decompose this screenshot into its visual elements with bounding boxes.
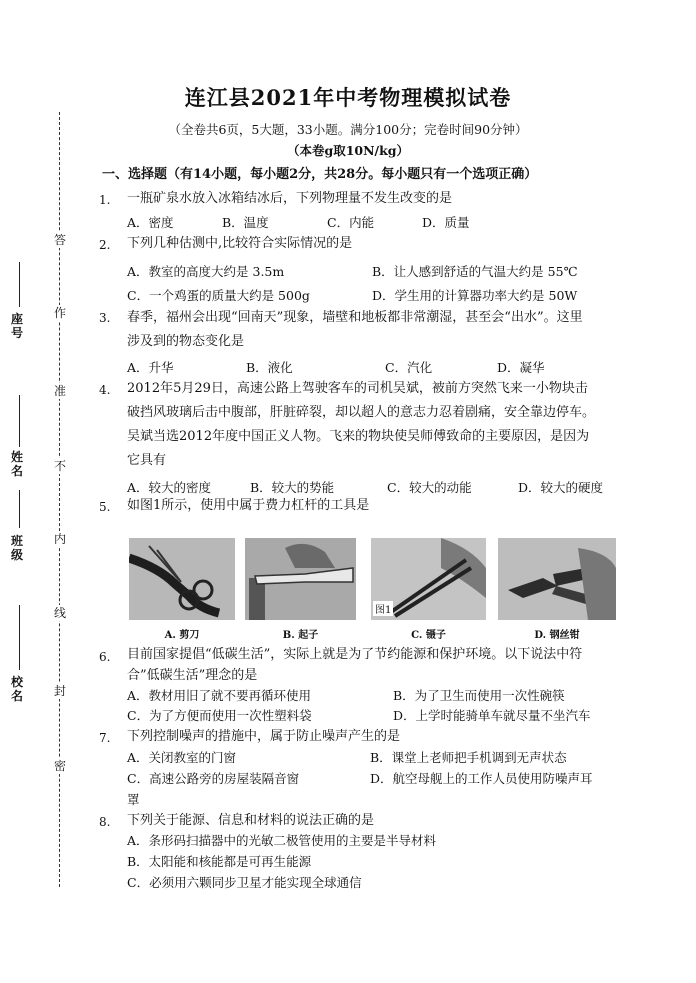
section-heading: 一、选择题（有14小题，每小题2分，共28分。每小题只有一个选项正确） [102, 167, 538, 182]
option-a: A．教室的高度大约是 3.5m [127, 264, 285, 279]
option-b: B．温度 [222, 215, 269, 230]
option-b: B．太阳能和核能都是可再生能源 [127, 854, 312, 869]
question-text: 春季，福州会出现“回南天”现象，墙壁和地板都非常潮湿，甚至会“出水”。这里 [127, 310, 583, 325]
seal-char: 线 [53, 606, 66, 620]
exam-title: 连江县2021年中考物理模拟试卷 [184, 85, 512, 110]
seal-char: 内 [53, 532, 66, 546]
option-a: A．升华 [127, 360, 174, 375]
scissors-illustration [129, 538, 235, 620]
question-text: 下列控制噪声的措施中，属于防止噪声产生的是 [127, 729, 401, 744]
option-d: D．较大的硬度 [518, 480, 604, 495]
question-number: 7. [99, 731, 111, 745]
photo-pliers [498, 538, 616, 620]
school-line[interactable] [19, 605, 20, 670]
class-label: 班级 [10, 534, 23, 562]
option-a: A．关闭教室的门窗 [127, 750, 237, 765]
option-c: C．内能 [327, 215, 375, 230]
option-b: B．液化 [246, 360, 293, 375]
option-d: D．凝华 [497, 360, 545, 375]
option-b: B．较大的势能 [250, 480, 335, 495]
question-number: 8. [99, 815, 111, 829]
option-d: D．航空母舰上的工作人员使用防噪声耳 [370, 771, 593, 786]
option-c: C．高速公路旁的房屋装隔音窗 [127, 771, 300, 786]
seat-number-label: 座号 [10, 312, 23, 340]
question-number: 4. [99, 383, 111, 397]
option-c: C．必须用六颗同步卫星才能实现全球通信 [127, 875, 362, 890]
question-text: 2012年5月29日，高速公路上驾驶客车的司机吴斌，被前方突然飞来一小物块击 [127, 381, 588, 396]
option-d: D．质量 [422, 215, 470, 230]
question-text: 一瓶矿泉水放入冰箱结冰后，下列物理量不发生改变的是 [127, 191, 453, 206]
option-a: A．条形码扫描器中的光敏二极管使用的主要是半导材料 [127, 833, 437, 848]
question-number: 5. [99, 500, 111, 514]
option-d: D．学生用的计算器功率大约是 50W [372, 288, 578, 303]
option-b: B．课堂上老师把手机调到无声状态 [370, 750, 567, 765]
exam-note: （本卷g取10N/kg） [286, 143, 410, 158]
question-number: 6. [99, 650, 111, 664]
seal-char: 答 [53, 233, 66, 247]
option-b: B．让人感到舒适的气温大约是 55℃ [372, 264, 578, 279]
question-text: 下列关于能源、信息和材料的说法正确的是 [127, 813, 375, 828]
exam-info: （全卷共6页，5大题，33小题。满分100分；完卷时间90分钟） [168, 122, 528, 137]
seal-char: 密 [53, 759, 66, 773]
option-d: D．上学时能骑单车就尽量不坐汽车 [393, 708, 591, 723]
photo-scissors [129, 538, 235, 620]
seal-char: 作 [53, 306, 66, 320]
question-number: 1. [99, 193, 111, 207]
school-label: 校名 [10, 675, 23, 703]
class-line[interactable] [19, 490, 20, 528]
option-c: C．为了方便而使用一次性塑料袋 [127, 708, 312, 723]
figure-label: 图1 [373, 601, 393, 616]
question-text: 合”低碳生活”理念的是 [127, 668, 258, 683]
caption-d: D. 钢丝钳 [534, 630, 580, 641]
seal-char: 准 [53, 384, 66, 398]
question-text: 下列几种估测中,比较符合实际情况的是 [127, 236, 353, 251]
option-b: B．为了卫生而使用一次性碗筷 [393, 688, 565, 703]
name-line[interactable] [19, 395, 20, 447]
question-number: 2. [99, 238, 111, 252]
bottle-opener-illustration [245, 538, 356, 620]
question-text: 如图1所示，使用中属于费力杠杆的工具是 [127, 498, 370, 513]
option-a: A．较大的密度 [127, 480, 212, 495]
seat-number-line[interactable] [19, 262, 20, 307]
pliers-illustration [498, 538, 616, 620]
option-a: A．密度 [127, 215, 174, 230]
name-label: 姓名 [10, 450, 23, 478]
question-text: 涉及到的物态变化是 [127, 334, 245, 349]
question-text: 目前国家提倡“低碳生活”，实际上就是为了节约能源和保护环境。以下说法中符 [127, 647, 583, 662]
option-d-continued: 罩 [127, 792, 140, 807]
seal-char: 封 [53, 684, 66, 698]
question-number: 3. [99, 311, 111, 325]
caption-a: A. 剪刀 [164, 630, 200, 641]
caption-b: B. 起子 [282, 630, 319, 641]
caption-c: C. 镊子 [411, 630, 446, 641]
seal-char: 不 [53, 459, 66, 473]
question-text: 它具有 [127, 453, 167, 468]
photo-bottle-opener [245, 538, 356, 620]
question-text: 破挡风玻璃后击中腹部，肝脏碎裂，却以超人的意志力忍着剧痛，安全靠边停车。 [127, 405, 596, 420]
option-c: C．较大的动能 [387, 480, 472, 495]
option-c: C．一个鸡蛋的质量大约是 500g [127, 288, 310, 303]
option-c: C．汽化 [385, 360, 433, 375]
option-a: A．教材用旧了就不要再循环使用 [127, 688, 312, 703]
question-text: 吴斌当选2012年度中国正义人物。飞来的物块使吴师傅致命的主要原因，是因为 [127, 429, 590, 444]
